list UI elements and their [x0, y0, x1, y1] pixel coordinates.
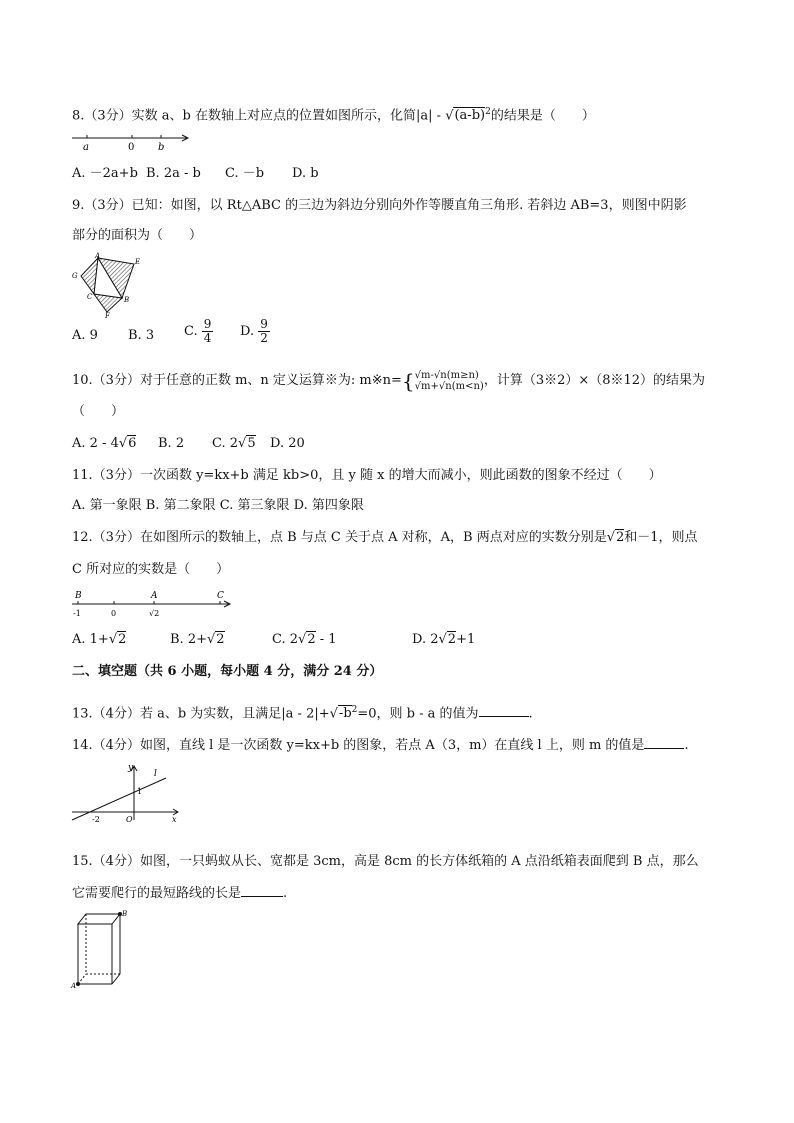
q8-option-a[interactable]: A. －2a+b [72, 166, 138, 181]
q9-label-C: C [87, 293, 93, 301]
q15-label-B: B [122, 910, 128, 918]
q12-option-c[interactable]: C. 2√2 - 1 [272, 632, 337, 647]
q12-label-zero: 0 [111, 609, 117, 618]
q8-label-a: a [83, 142, 89, 152]
q8-number-line-figure [70, 130, 195, 152]
q8-option-b[interactable]: B. 2a - b [146, 166, 201, 181]
q8-option-d[interactable]: D. b [292, 166, 319, 181]
q8-stem: 8.（3分）实数 a、b 在数轴上对应点的位置如图所示，化简$|a| - √(a-b)^2$的结果是（ ） [72, 107, 595, 124]
q9-label-A: A [95, 252, 101, 260]
q9-option-a[interactable]: A. 9 [72, 328, 98, 343]
q8-label-b: b [158, 142, 165, 152]
q9-stem-line2: 部分的面积为（ ） [72, 228, 203, 243]
q10-stem-line1: 10.（3分）对于任意的正数 m、n 定义运算※为: m※n= { √m-√n(m≥n) √m+√n(m<n) ，计算（3※2）×（8※12）的结果为 [72, 369, 706, 393]
q11-options[interactable]: A. 第一象限 B. 第二象限 C. 第三象限 D. 第四象限 [72, 498, 364, 513]
q8-label-zero: 0 [128, 142, 135, 152]
q12-label-root2: √2 [149, 609, 160, 618]
q9-option-b[interactable]: B. 3 [128, 328, 155, 343]
q9-triangle-figure [70, 252, 145, 318]
q9-option-c[interactable]: C. $\frac{9}{4}$ [184, 317, 212, 345]
q12-stem-line1: 12.（3分）在如图所示的数轴上，点 B 与点 C 关于点 A 对称，A，B 两点对应的实数分别是√2和－1，则点 [72, 530, 698, 545]
q14-label-x: x [172, 815, 177, 822]
q8-option-c[interactable]: C. －b [225, 166, 265, 181]
q10-piecewise: √m-√n(m≥n) √m+√n(m<n) [414, 370, 484, 392]
q14-label-minus2: -2 [92, 815, 100, 822]
q12-label-B: B [75, 591, 82, 601]
q9-option-d[interactable]: D. $\frac{9}{2}$ [240, 317, 268, 345]
q9-option-c-fraction: $\frac{9}{4}$ [203, 317, 212, 345]
q15-label-A: A [71, 982, 77, 990]
q12-label-A: A [151, 591, 158, 601]
q14-graph-figure [70, 760, 185, 822]
q10-option-a[interactable]: A. 2 - 4√6 [72, 436, 137, 451]
q9-label-G: G [72, 272, 78, 280]
q14-answer-blank[interactable] [644, 736, 684, 749]
q9-label-B: B [124, 296, 130, 304]
q10-option-b[interactable]: B. 2 [158, 436, 185, 451]
q8-radicand: (a-b) [454, 108, 486, 124]
q12-stem-line2: C 所对应的实数是（ ） [72, 562, 230, 577]
q13-answer-blank[interactable] [479, 704, 529, 717]
q14-label-l: l [154, 769, 157, 779]
q12-label-C: C [217, 591, 224, 601]
q12-label-minus1: -1 [73, 609, 81, 618]
q9-option-d-fraction: $\frac{9}{2}$ [260, 317, 268, 345]
q14-label-one: 1 [137, 787, 143, 796]
q10-stem-line2: （ ） [72, 404, 125, 419]
q15-stem-line1: 15.（4分）如图，一只蚂蚁从长、宽都是 3cm，高是 8cm 的长方体纸箱的 A 点沿纸箱表面爬到 B 点，那么 [72, 854, 699, 869]
q9-label-F: F [105, 312, 110, 318]
q12-number-line-figure [70, 588, 235, 620]
q10-option-c[interactable]: C. 2√5 [212, 436, 256, 451]
q14-label-O: O [126, 815, 133, 822]
q15-answer-blank[interactable] [241, 884, 283, 897]
q11-stem: 11.（3分）一次函数 y=kx+b 满足 kb>0，且 y 随 x 的增大而减小，则此函数的图象不经过（ ） [72, 468, 662, 483]
q15-box-figure [70, 908, 130, 990]
q9-label-E: E [135, 258, 141, 266]
q12-option-a[interactable]: A. 1+√2 [72, 632, 127, 647]
q12-option-b[interactable]: B. 2+√2 [170, 632, 225, 647]
q9-stem-line1: 9.（3分）已知：如图，以 Rt△ABC 的三边为斜边分别向外作等腰直角三角形. 若斜边 AB=3，则图中阴影 [72, 198, 687, 213]
q12-option-d[interactable]: D. 2√2+1 [412, 632, 476, 647]
section-2-heading: 二、填空题（共 6 小题，每小题 4 分，满分 24 分） [72, 664, 383, 679]
q10-option-d[interactable]: D. 20 [270, 436, 305, 451]
q15-stem-line2: 它需要爬行的最短路线的长是 . [72, 886, 288, 901]
q13-stem: 13.（4分）若 a、b 为实数，且满足$|a - 2|+√-b^2=0$，则 b - a 的值为 . [72, 705, 533, 722]
q14-stem: 14.（4分）如图，直线 l 是一次函数 y=kx+b 的图象，若点 A（3，m）在直线 l 上，则 m 的值是 . [72, 738, 689, 753]
q14-label-y: y [128, 763, 134, 773]
